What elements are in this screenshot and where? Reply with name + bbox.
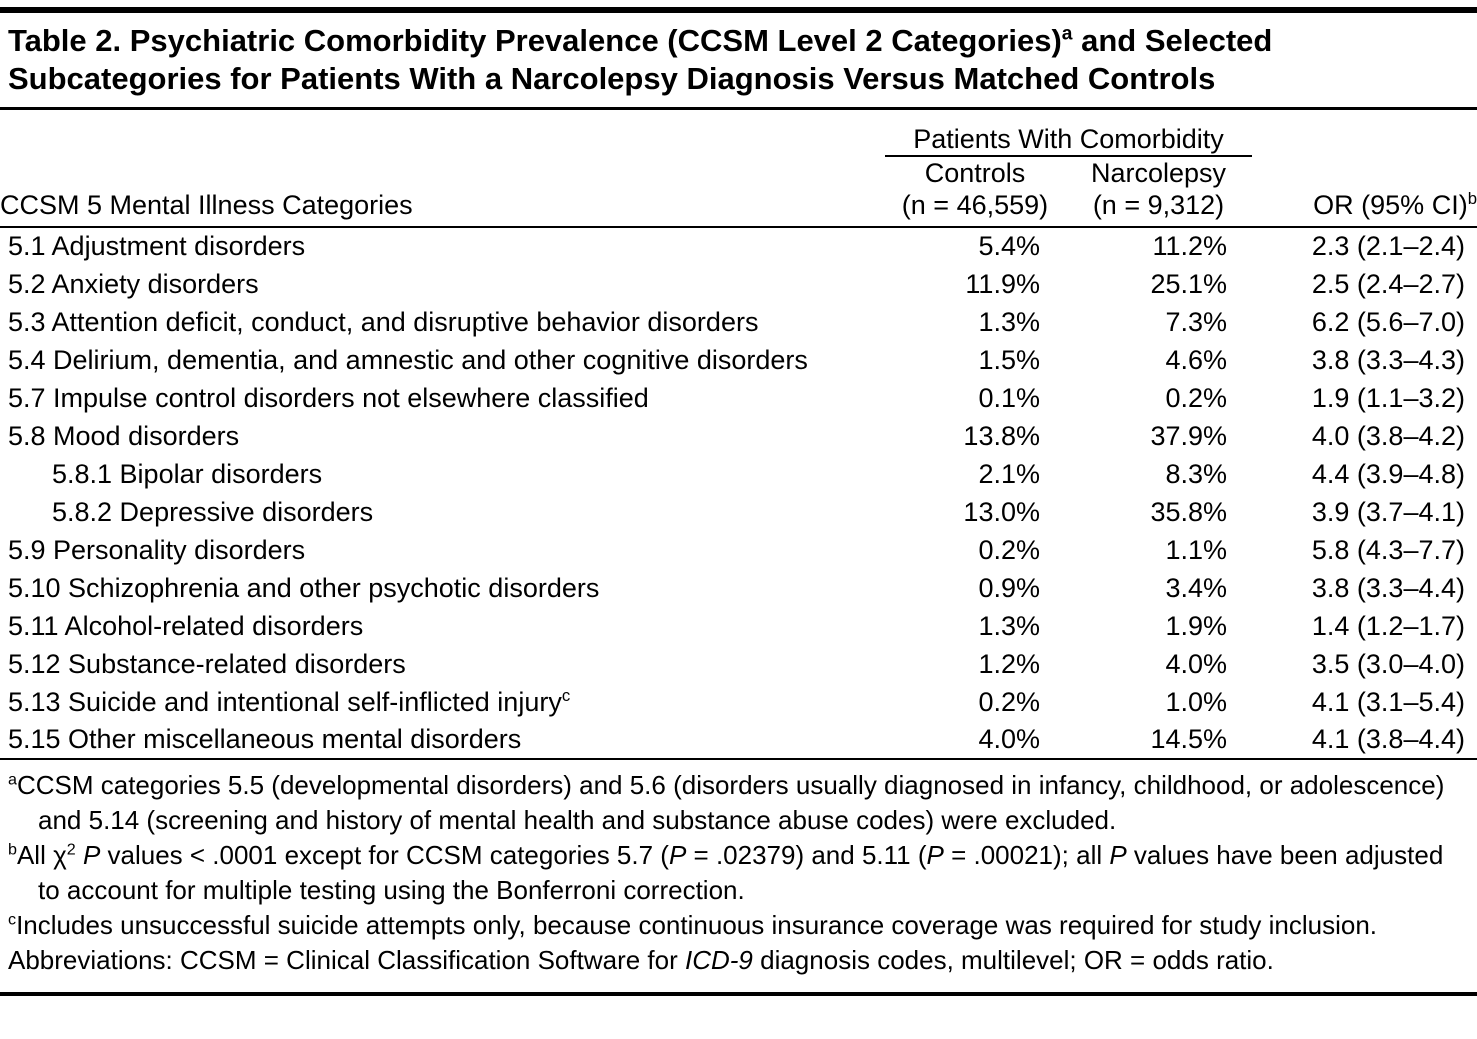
span-header-row [0,110,1477,156]
narcolepsy-value-cell: 7.3% [1165,306,1227,337]
narcolepsy-header-n: (n = 9,312) [1092,190,1225,220]
or-value-cell: 3.5 (3.0–4.0) [1311,648,1465,679]
table-row [0,455,1477,493]
or-value-cell: 1.4 (1.2–1.7) [1311,610,1465,641]
table-row [0,683,1477,721]
narcolepsy-value-cell: 4.0% [1165,648,1227,679]
table-row [0,721,1477,759]
or-value-cell: 4.0 (3.8–4.2) [1311,420,1465,451]
narcolepsy-value-cell: 1.9% [1165,610,1227,641]
footnote-text [76,840,83,870]
controls-value-cell: 0.9% [978,572,1040,603]
category-label: 5.8.2 Depressive disorders [52,496,374,527]
narcolepsy-header-label: Narcolepsy [1090,158,1227,188]
footnote-text: = .02379) and 5.11 ( [686,840,927,870]
footnote-a [8,768,1465,838]
footnotes [0,760,1477,992]
narcolepsy-value-cell: 25.1% [1150,268,1227,299]
footnote-marker: a [1061,23,1073,45]
category-cell [0,303,885,341]
table-row [0,645,1477,683]
category-label: 5.7 Impulse control disorders not elsewhere classified [8,382,649,413]
or-value-cell: 3.8 (3.3–4.3) [1311,344,1465,375]
footnote-text: All χ [16,840,67,870]
narcolepsy-value-cell: 14.5% [1150,724,1227,754]
controls-value-cell: 1.5% [978,344,1040,375]
controls-header-label: Controls [924,158,1026,188]
category-label: 5.10 Schizophrenia and other psychotic disorders [8,572,600,603]
or-value-cell: 2.5 (2.4–2.7) [1311,268,1465,299]
category-label: 5.13 Suicide and intentional self-inflicted injury [8,686,562,717]
category-cell [0,379,885,417]
controls-value-cell: 11.9% [965,268,1040,299]
or-value-cell: 3.9 (3.7–4.1) [1311,496,1465,527]
footnote-text: Includes unsuccessful suicide attempts only, because continuous insurance coverage was required for study inclusion. [16,910,1377,940]
footnote-marker: a [8,770,17,789]
table-body [0,227,1477,759]
footnote-text: P [926,840,944,870]
controls-value-cell: 1.2% [978,648,1040,679]
category-label: 5.1 Adjustment disorders [8,231,306,261]
footnote-text: CCSM categories 5.5 (developmental disorders) and 5.6 (disorders usually diagnosed in infancy, childhood, or adolescence) and 5.14 (screening and history of mental health and substance abuse codes) were excluded. [16,770,1445,835]
or-value-cell: 1.9 (1.1–3.2) [1311,382,1465,413]
or-header-label: OR (95% CI) [1313,190,1468,220]
table-row [0,303,1477,341]
category-column-header: CCSM 5 Mental Illness Categories [0,156,885,227]
footnote-text: P [668,840,687,870]
narcolepsy-value-cell: 4.6% [1165,344,1227,375]
controls-value-cell: 5.4% [978,231,1040,261]
column-header-row [0,156,1477,227]
narcolepsy-value-cell: 8.3% [1165,458,1227,489]
narcolepsy-column-header [1065,156,1252,227]
controls-value-cell: 0.2% [978,686,1040,717]
controls-value-cell: 1.3% [978,610,1040,641]
footnote-text: values have been adjusted to account for multiple testing using the Bonferroni correction. [38,840,1444,905]
controls-value-cell: 0.1% [978,382,1040,413]
controls-value-cell: 2.1% [978,458,1040,489]
table-row [0,227,1477,265]
footnote-text: Abbreviations: CCSM = Clinical Classification Software for [8,945,685,975]
footnote-text: values < .0001 except for CCSM categories 5.7 ( [100,840,669,870]
controls-header-n: (n = 46,559) [901,190,1049,220]
or-value-cell: 3.8 (3.3–4.4) [1311,572,1465,603]
category-cell [0,645,885,683]
category-cell [0,531,885,569]
category-cell [0,569,885,607]
or-value-cell: 4.1 (3.1–5.4) [1311,686,1465,717]
category-label: 5.2 Anxiety disorders [8,268,259,299]
narcolepsy-value-cell: 11.2% [1152,231,1227,261]
footnote-text: ICD-9 [684,945,753,975]
narcolepsy-value-cell: 0.2% [1165,382,1227,413]
category-label: 5.11 Alcohol-related disorders [8,610,364,641]
or-value-cell: 6.2 (5.6–7.0) [1311,306,1465,337]
narcolepsy-value-cell: 3.4% [1165,572,1227,603]
footnote-marker: c [561,685,571,705]
category-cell [0,683,885,721]
category-cell [0,417,885,455]
or-value-cell: 5.8 (4.3–7.7) [1311,534,1465,565]
controls-value-cell: 13.0% [963,496,1040,527]
controls-value-cell: 4.0% [978,724,1040,754]
controls-column-header [885,156,1065,227]
patients-with-comorbidity-header: Patients With Comorbidity [885,110,1252,156]
footnote-text: P [1109,840,1127,870]
spacer-cell [0,110,885,156]
footnote-marker: b [1467,189,1477,208]
abbreviations-note [8,943,1465,978]
category-cell [0,341,885,379]
category-cell [0,721,885,759]
footnote-c [8,908,1465,943]
comorbidity-table [0,110,1477,760]
category-label: 5.15 Other miscellaneous mental disorders [8,724,522,754]
table-title-text: Subcategories for Patients With a Narcolepsy Diagnosis Versus Matched Controls [8,61,1216,96]
table-row [0,379,1477,417]
controls-value-cell: 13.8% [963,420,1040,451]
category-cell [0,493,885,531]
table-title-text: Table 2. Psychiatric Comorbidity Prevalence (CCSM Level 2 Categories) [8,23,1062,58]
table-title-text: and Selected [1072,23,1273,58]
table-row [0,569,1477,607]
narcolepsy-value-cell: 37.9% [1150,420,1227,451]
category-cell [0,607,885,645]
category-label: 5.4 Delirium, dementia, and amnestic and other cognitive disorders [8,344,808,375]
table-title [0,13,1477,107]
table-row [0,607,1477,645]
category-cell [0,227,885,265]
category-cell [0,265,885,303]
spacer-cell [1252,110,1477,156]
category-label: 5.9 Personality disorders [8,534,306,565]
table-row [0,417,1477,455]
table-row [0,531,1477,569]
category-label: 5.8 Mood disorders [8,420,240,451]
narcolepsy-value-cell: 1.0% [1165,686,1227,717]
footnote-text: P [82,840,101,870]
category-cell [0,455,885,493]
or-value-cell: 4.1 (3.8–4.4) [1311,724,1465,754]
bottom-rule [0,992,1477,996]
or-value-cell: 2.3 (2.1–2.4) [1311,231,1465,261]
controls-value-cell: 1.3% [978,306,1040,337]
table-row [0,265,1477,303]
footnote-text: 2 [66,840,76,859]
category-label: 5.3 Attention deficit, conduct, and disruptive behavior disorders [8,306,759,337]
or-value-cell: 4.4 (3.9–4.8) [1311,458,1465,489]
footnote-marker: b [8,840,17,859]
or-column-header [1252,156,1477,227]
footnote-text: diagnosis codes, multilevel; OR = odds ratio. [752,945,1274,975]
footnote-b [8,838,1465,908]
narcolepsy-value-cell: 1.1% [1165,534,1227,565]
narcolepsy-value-cell: 35.8% [1150,496,1227,527]
table-row [0,493,1477,531]
category-label: 5.8.1 Bipolar disorders [52,458,323,489]
footnote-marker: c [8,910,17,929]
controls-value-cell: 0.2% [978,534,1040,565]
table-row [0,341,1477,379]
category-label: 5.12 Substance-related disorders [8,648,406,679]
footnote-text: = .00021); all [943,840,1110,870]
